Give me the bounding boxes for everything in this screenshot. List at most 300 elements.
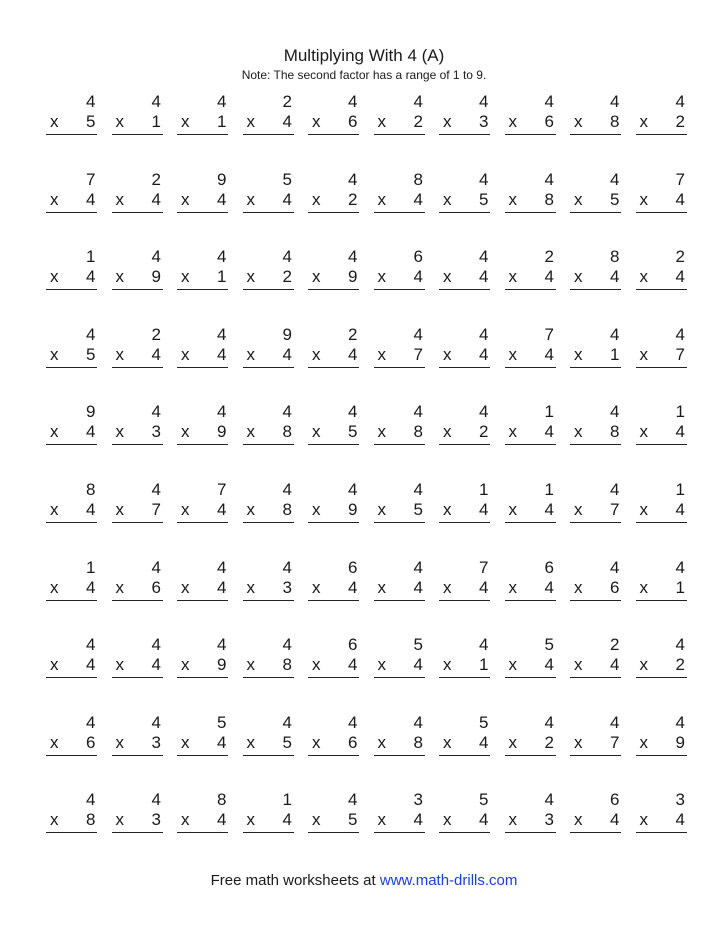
problem-top-factor: 3 xyxy=(675,790,685,810)
multiply-sign: x xyxy=(115,267,124,287)
problem-top-factor: 4 xyxy=(413,712,423,732)
multiply-sign: x xyxy=(50,499,59,519)
problem-bottom-factor: 1 xyxy=(479,655,489,675)
answer-line xyxy=(243,444,294,445)
problem-bottom-factor: 5 xyxy=(348,422,358,442)
multiply-sign: x xyxy=(312,422,321,442)
answer-line xyxy=(177,677,228,678)
problem-bottom-factor: 4 xyxy=(675,810,685,830)
problem xyxy=(241,558,307,636)
problem-bottom-factor: 4 xyxy=(479,267,489,287)
multiply-sign: x xyxy=(246,810,255,830)
footer xyxy=(0,872,728,890)
multiply-sign: x xyxy=(377,499,386,519)
problem-bottom-factor: 3 xyxy=(479,112,489,131)
answer-line xyxy=(243,755,294,756)
problem-bottom-factor: 4 xyxy=(413,267,423,287)
problem-top-factor: 4 xyxy=(151,557,161,577)
multiply-sign: x xyxy=(574,499,583,519)
problem-bottom-factor: 2 xyxy=(282,267,292,287)
problem-top-factor: 2 xyxy=(151,169,161,189)
answer-line xyxy=(439,367,490,368)
problem-top-factor: 5 xyxy=(479,712,489,732)
problem xyxy=(175,480,241,558)
problem-top-factor: 4 xyxy=(86,324,96,344)
multiply-sign: x xyxy=(574,189,583,209)
multiply-sign: x xyxy=(181,267,190,287)
answer-line xyxy=(46,832,97,833)
problem xyxy=(437,558,503,636)
problem xyxy=(568,558,634,636)
multiply-sign: x xyxy=(443,112,452,131)
problem-bottom-factor: 4 xyxy=(217,344,227,364)
multiply-sign: x xyxy=(574,810,583,830)
problem-bottom-factor: 4 xyxy=(479,344,489,364)
answer-line xyxy=(374,212,425,213)
problem-bottom-factor: 9 xyxy=(675,732,685,752)
problem-bottom-factor: 2 xyxy=(479,422,489,442)
problem-top-factor: 4 xyxy=(479,247,489,267)
problem-top-factor: 4 xyxy=(217,557,227,577)
problem-bottom-factor: 8 xyxy=(610,422,620,442)
problem xyxy=(110,480,176,558)
problem-bottom-factor: 1 xyxy=(610,344,620,364)
answer-line xyxy=(374,289,425,290)
answer-line xyxy=(636,444,687,445)
problem-top-factor: 8 xyxy=(610,247,620,267)
answer-line xyxy=(243,289,294,290)
answer-line xyxy=(439,677,490,678)
problem-bottom-factor: 7 xyxy=(610,732,620,752)
problem-bottom-factor: 2 xyxy=(544,732,554,752)
problem xyxy=(568,635,634,713)
answer-line xyxy=(505,367,556,368)
multiply-sign: x xyxy=(181,189,190,209)
multiply-sign: x xyxy=(246,422,255,442)
problem xyxy=(44,170,110,248)
multiply-sign: x xyxy=(639,732,648,752)
problem-top-factor: 4 xyxy=(479,92,489,111)
answer-line xyxy=(46,755,97,756)
multiply-sign: x xyxy=(639,344,648,364)
problem-top-factor: 4 xyxy=(348,712,358,732)
multiply-sign: x xyxy=(115,577,124,597)
problem xyxy=(372,790,438,868)
multiply-sign: x xyxy=(50,810,59,830)
problem-bottom-factor: 4 xyxy=(675,499,685,519)
problem xyxy=(306,170,372,248)
problem xyxy=(306,713,372,791)
problem-top-factor: 4 xyxy=(282,479,292,499)
problem-bottom-factor: 6 xyxy=(151,577,161,597)
multiply-sign: x xyxy=(115,499,124,519)
problem-top-factor: 5 xyxy=(217,712,227,732)
multiply-sign: x xyxy=(312,810,321,830)
problem-top-factor: 4 xyxy=(86,635,96,655)
answer-line xyxy=(505,444,556,445)
problem-bottom-factor: 1 xyxy=(217,112,227,131)
answer-line xyxy=(636,212,687,213)
answer-line xyxy=(505,134,556,135)
problem-top-factor: 4 xyxy=(282,402,292,422)
problem xyxy=(437,402,503,480)
multiply-sign: x xyxy=(181,732,190,752)
answer-line xyxy=(308,134,359,135)
multiply-sign: x xyxy=(639,655,648,675)
problem xyxy=(44,635,110,713)
problem xyxy=(110,558,176,636)
answer-line xyxy=(636,522,687,523)
answer-line xyxy=(177,522,228,523)
problem-bottom-factor: 8 xyxy=(86,810,96,830)
answer-line xyxy=(636,600,687,601)
problem-top-factor: 4 xyxy=(610,557,620,577)
answer-line xyxy=(177,444,228,445)
problem xyxy=(372,247,438,325)
multiply-sign: x xyxy=(639,267,648,287)
multiply-sign: x xyxy=(574,732,583,752)
problem xyxy=(110,170,176,248)
answer-line xyxy=(243,600,294,601)
problem-bottom-factor: 2 xyxy=(675,112,685,131)
answer-line xyxy=(46,289,97,290)
multiply-sign: x xyxy=(639,189,648,209)
multiply-sign: x xyxy=(246,189,255,209)
answer-line xyxy=(243,677,294,678)
problem-bottom-factor: 8 xyxy=(282,499,292,519)
problem-top-factor: 4 xyxy=(282,247,292,267)
answer-line xyxy=(374,600,425,601)
problem-bottom-factor: 4 xyxy=(282,344,292,364)
multiply-sign: x xyxy=(574,267,583,287)
footer-link[interactable]: www.math-drills.com xyxy=(379,872,518,889)
problem xyxy=(634,247,700,325)
problem xyxy=(306,325,372,403)
multiply-sign: x xyxy=(443,189,452,209)
answer-line xyxy=(177,832,228,833)
answer-line xyxy=(177,212,228,213)
problem xyxy=(306,480,372,558)
problem xyxy=(568,402,634,480)
problem-top-factor: 8 xyxy=(217,790,227,810)
problem xyxy=(44,790,110,868)
problem-top-factor: 4 xyxy=(413,324,423,344)
problem-top-factor: 4 xyxy=(348,790,358,810)
problem-top-factor: 6 xyxy=(348,635,358,655)
problem xyxy=(503,713,569,791)
answer-line xyxy=(636,755,687,756)
problem-bottom-factor: 4 xyxy=(413,189,423,209)
problem xyxy=(175,713,241,791)
problem-top-factor: 3 xyxy=(413,790,423,810)
answer-line xyxy=(570,212,621,213)
worksheet-title: Multiplying With 4 (A) xyxy=(283,46,445,65)
problem-bottom-factor: 5 xyxy=(86,344,96,364)
multiply-sign: x xyxy=(639,810,648,830)
problem xyxy=(503,635,569,713)
multiply-sign: x xyxy=(508,810,517,830)
problem-bottom-factor: 3 xyxy=(151,422,161,442)
multiply-sign: x xyxy=(181,655,190,675)
answer-line xyxy=(112,134,163,135)
multiply-sign: x xyxy=(246,344,255,364)
problem xyxy=(372,170,438,248)
problem xyxy=(503,402,569,480)
problem-top-factor: 4 xyxy=(675,557,685,577)
multiply-sign: x xyxy=(312,112,321,131)
problem xyxy=(306,402,372,480)
answer-line xyxy=(570,134,621,135)
problem-top-factor: 4 xyxy=(151,790,161,810)
problem-top-factor: 4 xyxy=(348,247,358,267)
answer-line xyxy=(112,755,163,756)
problem xyxy=(437,325,503,403)
problem xyxy=(634,713,700,791)
multiply-sign: x xyxy=(443,577,452,597)
problem-bottom-factor: 7 xyxy=(675,344,685,364)
answer-line xyxy=(177,289,228,290)
problem-bottom-factor: 3 xyxy=(282,577,292,597)
worksheet-note: Note: The second factor has a range of 1 to 9. xyxy=(241,68,487,82)
problem-top-factor: 7 xyxy=(86,169,96,189)
multiply-sign: x xyxy=(508,344,517,364)
problem xyxy=(372,325,438,403)
problem-top-factor: 4 xyxy=(151,635,161,655)
problem-bottom-factor: 4 xyxy=(217,577,227,597)
problem-bottom-factor: 9 xyxy=(348,267,358,287)
answer-line xyxy=(243,212,294,213)
problem xyxy=(110,247,176,325)
answer-line xyxy=(112,444,163,445)
problem-bottom-factor: 4 xyxy=(610,655,620,675)
problem xyxy=(634,402,700,480)
problem xyxy=(44,92,110,170)
answer-line xyxy=(439,444,490,445)
multiply-sign: x xyxy=(50,112,59,131)
multiply-sign: x xyxy=(574,422,583,442)
problem-bottom-factor: 4 xyxy=(86,655,96,675)
answer-line xyxy=(308,522,359,523)
problem xyxy=(175,92,241,170)
answer-line xyxy=(439,212,490,213)
multiply-sign: x xyxy=(246,577,255,597)
answer-line xyxy=(243,367,294,368)
problem-top-factor: 1 xyxy=(86,557,96,577)
answer-line xyxy=(46,677,97,678)
problem-bottom-factor: 4 xyxy=(544,422,554,442)
multiply-sign: x xyxy=(246,499,255,519)
problem xyxy=(372,635,438,713)
problem-top-factor: 4 xyxy=(675,324,685,344)
multiply-sign: x xyxy=(181,422,190,442)
problem-top-factor: 4 xyxy=(544,92,554,111)
problem-top-factor: 4 xyxy=(348,92,358,111)
problem-bottom-factor: 8 xyxy=(413,422,423,442)
problem xyxy=(503,480,569,558)
multiply-sign: x xyxy=(443,810,452,830)
problem xyxy=(110,790,176,868)
problem-bottom-factor: 4 xyxy=(348,577,358,597)
problem-top-factor: 4 xyxy=(413,402,423,422)
multiply-sign: x xyxy=(574,344,583,364)
problem-bottom-factor: 4 xyxy=(479,732,489,752)
multiply-sign: x xyxy=(508,267,517,287)
answer-line xyxy=(243,832,294,833)
problem-top-factor: 4 xyxy=(479,635,489,655)
problem-bottom-factor: 1 xyxy=(151,112,161,131)
problem-top-factor: 1 xyxy=(544,402,554,422)
problem xyxy=(372,713,438,791)
problem xyxy=(503,558,569,636)
problem xyxy=(175,790,241,868)
multiply-sign: x xyxy=(181,344,190,364)
problem-top-factor: 4 xyxy=(413,479,423,499)
answer-line xyxy=(112,600,163,601)
problem xyxy=(175,247,241,325)
multiply-sign: x xyxy=(50,189,59,209)
problem-bottom-factor: 9 xyxy=(151,267,161,287)
problem-top-factor: 4 xyxy=(544,712,554,732)
problem xyxy=(437,247,503,325)
problem-bottom-factor: 6 xyxy=(610,577,620,597)
problem-bottom-factor: 4 xyxy=(151,189,161,209)
problem-bottom-factor: 8 xyxy=(282,422,292,442)
problem-bottom-factor: 4 xyxy=(413,810,423,830)
multiply-sign: x xyxy=(639,499,648,519)
problem-bottom-factor: 3 xyxy=(544,810,554,830)
problem xyxy=(241,713,307,791)
problem-bottom-factor: 4 xyxy=(675,267,685,287)
multiply-sign: x xyxy=(312,732,321,752)
problem xyxy=(568,325,634,403)
problem-top-factor: 6 xyxy=(544,557,554,577)
multiply-sign: x xyxy=(312,189,321,209)
problem-bottom-factor: 7 xyxy=(610,499,620,519)
problem-top-factor: 7 xyxy=(217,479,227,499)
answer-line xyxy=(636,134,687,135)
problem-top-factor: 4 xyxy=(151,712,161,732)
answer-line xyxy=(505,600,556,601)
problem-top-factor: 2 xyxy=(675,247,685,267)
multiply-sign: x xyxy=(181,577,190,597)
problem-top-factor: 7 xyxy=(544,324,554,344)
problem-top-factor: 4 xyxy=(610,324,620,344)
problem-bottom-factor: 2 xyxy=(348,189,358,209)
problem xyxy=(306,635,372,713)
problem xyxy=(241,480,307,558)
problem-top-factor: 4 xyxy=(544,169,554,189)
problem-bottom-factor: 4 xyxy=(348,655,358,675)
problem-top-factor: 4 xyxy=(610,712,620,732)
multiply-sign: x xyxy=(312,577,321,597)
answer-line xyxy=(570,832,621,833)
answer-line xyxy=(46,134,97,135)
problem-bottom-factor: 4 xyxy=(282,112,292,131)
problem-bottom-factor: 6 xyxy=(86,732,96,752)
multiply-sign: x xyxy=(181,112,190,131)
problem xyxy=(241,170,307,248)
multiply-sign: x xyxy=(377,655,386,675)
problem-bottom-factor: 4 xyxy=(151,655,161,675)
multiply-sign: x xyxy=(377,189,386,209)
problem-bottom-factor: 9 xyxy=(217,655,227,675)
problem xyxy=(437,635,503,713)
multiply-sign: x xyxy=(508,189,517,209)
problem-top-factor: 4 xyxy=(413,557,423,577)
problem-bottom-factor: 8 xyxy=(282,655,292,675)
answer-line xyxy=(636,367,687,368)
multiply-sign: x xyxy=(115,655,124,675)
problem-bottom-factor: 1 xyxy=(675,577,685,597)
problem-bottom-factor: 1 xyxy=(217,267,227,287)
problem-bottom-factor: 4 xyxy=(86,267,96,287)
footer-text: Free math worksheets at xyxy=(210,872,376,889)
problem xyxy=(437,790,503,868)
problem xyxy=(437,713,503,791)
problem-bottom-factor: 8 xyxy=(413,732,423,752)
problem-bottom-factor: 4 xyxy=(544,577,554,597)
problem xyxy=(175,402,241,480)
problem-top-factor: 1 xyxy=(675,479,685,499)
problem-top-factor: 5 xyxy=(544,635,554,655)
answer-line xyxy=(308,755,359,756)
problem-top-factor: 4 xyxy=(675,635,685,655)
problem-top-factor: 4 xyxy=(86,712,96,732)
problem-top-factor: 4 xyxy=(282,712,292,732)
problem xyxy=(110,402,176,480)
problem-top-factor: 2 xyxy=(282,92,292,111)
multiply-sign: x xyxy=(377,732,386,752)
problem xyxy=(503,325,569,403)
answer-line xyxy=(177,134,228,135)
problem-top-factor: 5 xyxy=(479,790,489,810)
multiply-sign: x xyxy=(246,655,255,675)
multiply-sign: x xyxy=(115,422,124,442)
answer-line xyxy=(243,134,294,135)
problem-bottom-factor: 4 xyxy=(282,810,292,830)
answer-line xyxy=(112,212,163,213)
problem xyxy=(568,790,634,868)
problem-bottom-factor: 4 xyxy=(217,499,227,519)
answer-line xyxy=(177,367,228,368)
problem-top-factor: 9 xyxy=(86,402,96,422)
problem-bottom-factor: 4 xyxy=(348,344,358,364)
answer-line xyxy=(636,832,687,833)
problem-bottom-factor: 4 xyxy=(413,577,423,597)
multiply-sign: x xyxy=(508,422,517,442)
answer-line xyxy=(308,600,359,601)
problem xyxy=(372,402,438,480)
problem-top-factor: 6 xyxy=(348,557,358,577)
problem-bottom-factor: 6 xyxy=(348,112,358,131)
problem-bottom-factor: 4 xyxy=(86,189,96,209)
problem xyxy=(372,480,438,558)
answer-line xyxy=(308,677,359,678)
problem xyxy=(503,247,569,325)
problem-top-factor: 4 xyxy=(610,479,620,499)
answer-line xyxy=(636,289,687,290)
multiply-sign: x xyxy=(508,655,517,675)
answer-line xyxy=(46,212,97,213)
answer-line xyxy=(374,755,425,756)
problem xyxy=(110,635,176,713)
problem-top-factor: 1 xyxy=(86,247,96,267)
answer-line xyxy=(439,289,490,290)
problem-bottom-factor: 4 xyxy=(86,422,96,442)
multiply-sign: x xyxy=(115,189,124,209)
problem-bottom-factor: 4 xyxy=(610,267,620,287)
multiply-sign: x xyxy=(377,422,386,442)
